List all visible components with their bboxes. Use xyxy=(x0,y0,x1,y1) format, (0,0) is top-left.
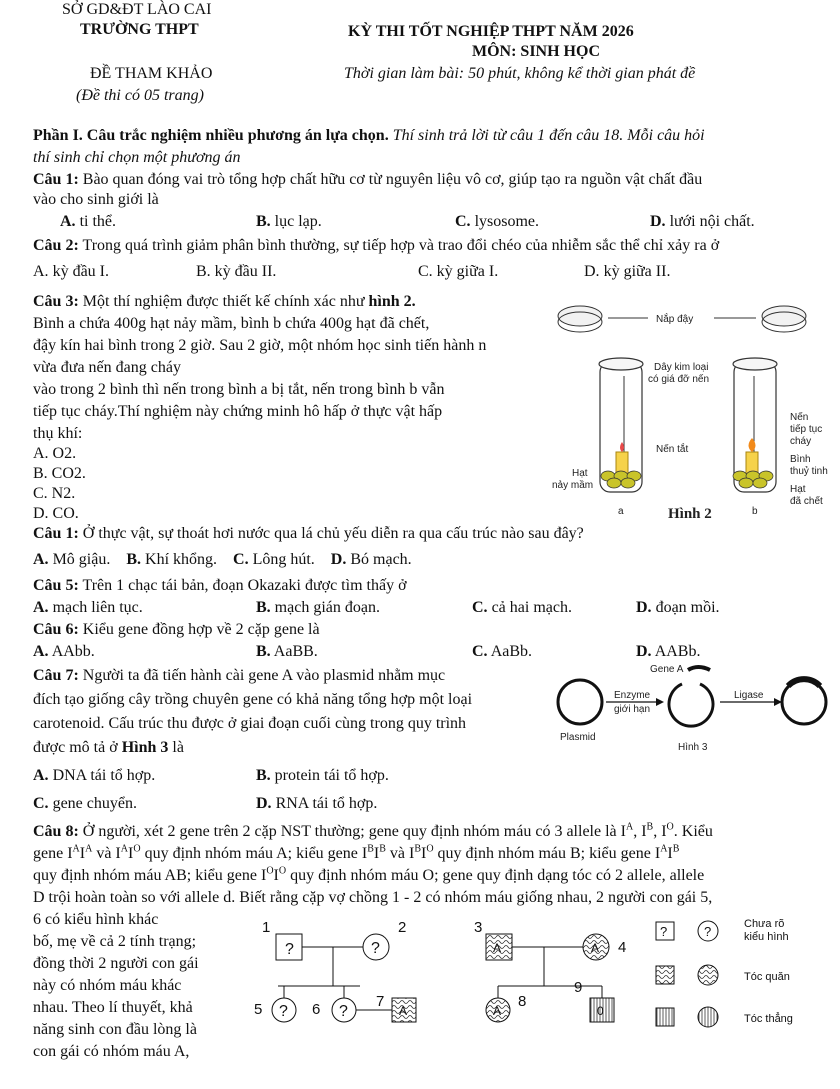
q3-line4: vừa đưa nến đang cháy xyxy=(33,359,181,376)
fig3-plasmid-label: Plasmid xyxy=(560,732,596,743)
q7-option-c[interactable]: C. gene chuyển. xyxy=(33,795,137,812)
part1-title: Phần I. Câu trắc nghiệm nhiều phương án lựa chọn. xyxy=(33,127,389,144)
fig2-dead-label-2: đã chết xyxy=(790,496,823,507)
fig2-candle-out-label: Nến tắt xyxy=(656,444,689,455)
q2-option-d[interactable]: D. kỳ giữa II. xyxy=(584,263,671,280)
q7-option-d[interactable]: D. RNA tái tổ hợp. xyxy=(256,795,378,812)
q7-line4: được mô tả ở Hình 3 là xyxy=(33,739,184,756)
q2-text xyxy=(33,236,719,256)
q1-option-b[interactable]: B. lục lạp. xyxy=(256,213,322,230)
q6-option-b[interactable]: B. AaBB. xyxy=(256,643,318,660)
q8-line11: con gái có nhóm máu A, xyxy=(33,1043,190,1060)
legend-straight-text: Tóc thẳng xyxy=(744,1013,793,1025)
individual-5-number: 5 xyxy=(254,1001,263,1018)
individual-4-label: A xyxy=(591,941,600,955)
fig2-label-b: b xyxy=(752,506,758,517)
q3-line2: Bình a chứa 400g hạt nảy mầm, bình b chứa 400g hạt đã chết, xyxy=(33,315,430,332)
seeds-b-icon xyxy=(733,471,773,488)
fig2-seeds-label-2: nảy mầm xyxy=(552,480,594,491)
individual-3-number: 3 xyxy=(474,919,483,936)
q3-option-c[interactable]: C. N2. xyxy=(33,485,76,502)
header-subject: MÔN: SINH HỌC xyxy=(472,43,600,60)
q8-line3: quy định nhóm máu AB; kiểu gene $I^OI^O$ quy định nhóm máu O; gene quy định dạng tóc có 2 allele, allele xyxy=(33,865,705,884)
fig2-flask-label-1: Bình xyxy=(790,454,811,465)
seeds-a-icon xyxy=(601,471,641,488)
individual-7-number: 7 xyxy=(376,993,385,1010)
individual-2-label: ? xyxy=(371,940,380,957)
q4-option-d[interactable]: D. Bó mạch. xyxy=(330,551,412,568)
q1-option-a[interactable]: A. ti thể. xyxy=(60,213,116,230)
q2-line1: Trong quá trình giảm phân bình thường, sự tiếp hợp và trao đổi chéo của nhiễm sắc thể chỉ xảy ra ở xyxy=(82,237,720,254)
fig2-flask-label-2: thuỷ tinh xyxy=(790,466,828,477)
q7-option-b[interactable]: B. protein tái tổ hợp. xyxy=(256,767,389,784)
q6-option-a[interactable]: A. AAbb. xyxy=(33,643,95,660)
q8-line4: D trội hoàn toàn so với allele d. Biết rằng cặp vợ chồng 1 - 2 có nhóm máu giống nhau, 2 người con gái 5, xyxy=(33,889,713,906)
q3-line1: Câu 3: Một thí nghiệm được thiết kế chính xác như hình 2. xyxy=(33,293,416,310)
individual-3-label: A xyxy=(493,941,502,955)
q4-option-b[interactable]: B. Khí khổng. xyxy=(126,551,218,568)
individual-9-number: 9 xyxy=(574,979,583,996)
cut-plasmid-icon xyxy=(669,684,713,726)
fig2-dead-label-1: Hạt xyxy=(790,484,806,495)
q4-option-a[interactable]: A. Mô giậu. xyxy=(33,551,111,568)
q8-line2: gene $I^AI^A$ và $I^AI^O$ quy định nhóm máu A; kiểu gene $I^BI^B$ và $I^BI^O$ quy định nhóm máu B; kiểu gene $I^AI^B$ xyxy=(33,843,680,862)
fig2-burn-label-2: tiếp tục xyxy=(790,424,823,435)
individual-1-label: ? xyxy=(285,941,294,958)
legend-unknown-male-label: ? xyxy=(660,924,668,939)
fig3-gene-label: Gene A xyxy=(650,664,684,675)
q1-line2: vào cho sinh giới là xyxy=(33,191,159,208)
fig2-burn-label-1: Nến xyxy=(790,412,809,423)
q8-line7: đồng thời 2 người con gái xyxy=(33,955,199,972)
q8-line1: Câu 8: Ở người, xét 2 gene trên 2 cặp NST thường; gene quy định nhóm máu có 3 allele là $I^A$, $I^B$, $I^O$. Kiểu xyxy=(33,821,713,840)
fig2-seeds-label-1: Hạt xyxy=(572,468,588,479)
q1-text xyxy=(33,170,702,190)
plasmid-icon xyxy=(558,680,602,724)
q4-text: Câu 1: Ở thực vật, sự thoát hơi nước qua lá chủ yếu diễn ra qua cấu trúc nào sau đây? xyxy=(33,525,584,542)
header-dept: SỞ GD&ĐT LÀO CAI xyxy=(62,1,212,18)
individual-5-label: ? xyxy=(279,1003,288,1020)
q3-option-d[interactable]: D. CO. xyxy=(33,505,79,522)
q8-line5: 6 có kiểu hình khác xyxy=(33,911,159,928)
figure-3 xyxy=(548,662,838,756)
legend-curly-text: Tóc quăn xyxy=(744,971,790,983)
legend-unknown-text-1: Chưa rõ xyxy=(744,918,785,930)
legend-straight-male xyxy=(656,1008,674,1026)
q3-option-b[interactable]: B. CO2. xyxy=(33,465,86,482)
q1-num: Câu 1: xyxy=(33,171,79,188)
individual-8-label: A xyxy=(493,1004,502,1018)
fig3-enzyme-label-1: Enzyme xyxy=(614,690,651,701)
q5-option-d[interactable]: D. đoạn mồi. xyxy=(636,599,720,616)
individual-2-number: 2 xyxy=(398,919,407,936)
q6-option-d[interactable]: D. AABb. xyxy=(636,643,701,660)
fig2-caption: Hình 2 xyxy=(668,506,712,520)
header-time: Thời gian làm bài: 50 phút, không kể thời gian phát đề xyxy=(344,65,696,82)
legend-unknown-text-2: kiểu hình xyxy=(744,931,789,943)
q5-option-c[interactable]: C. cả hai mạch. xyxy=(472,599,572,616)
part1-instruction: Thí sinh trả lời từ câu 1 đến câu 18. Mỗi câu hỏi xyxy=(392,127,705,144)
fig3-enzyme-label-2: giới hạn xyxy=(614,704,651,715)
header-school: TRƯỜNG THPT xyxy=(80,21,199,38)
q5-option-b[interactable]: B. mạch gián đoạn. xyxy=(256,599,380,616)
lid-a-icon xyxy=(558,306,602,332)
smoke-a-icon xyxy=(620,442,624,452)
q8-line10: năng sinh con đầu lòng là xyxy=(33,1021,197,1038)
individual-1-number: 1 xyxy=(262,919,271,936)
individual-8-number: 8 xyxy=(518,993,527,1010)
lid-b-icon xyxy=(762,306,806,332)
part1-instruction-2: thí sinh chỉ chọn một phương án xyxy=(33,149,241,166)
q5-text: Câu 5: Trên 1 chạc tái bản, đoạn Okazaki được tìm thấy ở xyxy=(33,577,407,594)
fig2-lid-label: Nắp đậy xyxy=(656,314,694,325)
fig2-burn-label-3: cháy xyxy=(790,436,812,447)
q3-line6: tiếp tục cháy.Thí nghiệm này chứng minh hô hấp ở thực vật hấp xyxy=(33,403,443,420)
header-pages: (Đề thi có 05 trang) xyxy=(76,87,204,104)
q1-option-c[interactable]: C. lysosome. xyxy=(455,213,540,230)
individual-6-label: ? xyxy=(339,1003,348,1020)
q3-line7: thụ khí: xyxy=(33,425,83,442)
q7-line2: đích tạo giống cây trồng chuyên gene có khả năng tổng hợp một loại xyxy=(33,691,473,708)
q7-line3: carotenoid. Cấu trúc thu được ở giai đoạn cuối cùng trong quy trình xyxy=(33,715,467,732)
q4-options xyxy=(33,550,412,570)
individual-6-number: 6 xyxy=(312,1001,321,1018)
q3-option-a[interactable]: A. O2. xyxy=(33,445,77,462)
fig2-wire-label-2: có giá đỡ nến xyxy=(648,374,710,385)
q2-num: Câu 2: xyxy=(33,237,79,254)
q6-option-c[interactable]: C. AaBb. xyxy=(472,643,533,660)
legend-straight-female xyxy=(698,1007,718,1027)
legend-curly-female xyxy=(698,965,718,985)
fig3-caption: Hình 3 xyxy=(678,742,708,753)
part1-heading xyxy=(33,126,705,146)
q7-line1: Câu 7: Người ta đã tiến hành cài gene A vào plasmid nhằm mục xyxy=(33,667,446,684)
header-doc-type: ĐỀ THAM KHẢO xyxy=(90,65,213,82)
fig2-label-a: a xyxy=(618,506,624,517)
q4-option-c[interactable]: C. Lông hút. xyxy=(233,551,315,568)
gene-a-fragment-icon xyxy=(688,667,710,670)
individual-4-number: 4 xyxy=(618,939,627,956)
q1-line1: Bào quan đóng vai trò tổng hợp chất hữu cơ từ nguyên liệu vô cơ, giúp tạo ra nguồn vật chất đầu xyxy=(82,171,703,188)
q2-option-a[interactable]: A. kỳ đầu I. xyxy=(33,263,109,280)
q3-line5: vào trong 2 bình thì nến trong bình a bị tắt, nến trong bình b vẫn xyxy=(33,381,445,398)
q5-option-a[interactable]: A. mạch liên tục. xyxy=(33,599,143,616)
figure-2 xyxy=(528,292,838,520)
fig2-wire-label-1: Dây kim loại xyxy=(654,362,709,373)
q8-line6: bố, mẹ về cả 2 tính trạng; xyxy=(33,933,197,950)
legend-curly-male xyxy=(656,966,674,984)
individual-7-label: A xyxy=(399,1004,408,1018)
individual-9-label: 0 xyxy=(597,1004,604,1018)
q1-option-d[interactable]: D. lưới nội chất. xyxy=(650,213,755,230)
q8-line9: nhau. Theo lí thuyết, khả xyxy=(33,999,193,1016)
q2-option-b[interactable]: B. kỳ đầu II. xyxy=(196,263,277,280)
q6-text: Câu 6: Kiểu gene đồng hợp về 2 cặp gene là xyxy=(33,621,320,638)
pedigree-chart xyxy=(248,914,838,1054)
fig3-ligase-label: Ligase xyxy=(734,690,764,701)
q7-option-a[interactable]: A. DNA tái tổ hợp. xyxy=(33,767,156,784)
recombinant-plasmid-icon xyxy=(782,680,826,724)
header-exam-title: KỲ THI TỐT NGHIỆP THPT NĂM 2026 xyxy=(348,23,634,40)
q3-line3: đậy kín hai bình trong 2 giờ. Sau 2 giờ, một nhóm học sinh tiến hành n xyxy=(33,337,487,354)
legend-unknown-female-label: ? xyxy=(704,924,712,939)
q8-line8: này có nhóm máu khác xyxy=(33,977,182,994)
q2-option-c[interactable]: C. kỳ giữa I. xyxy=(418,263,499,280)
